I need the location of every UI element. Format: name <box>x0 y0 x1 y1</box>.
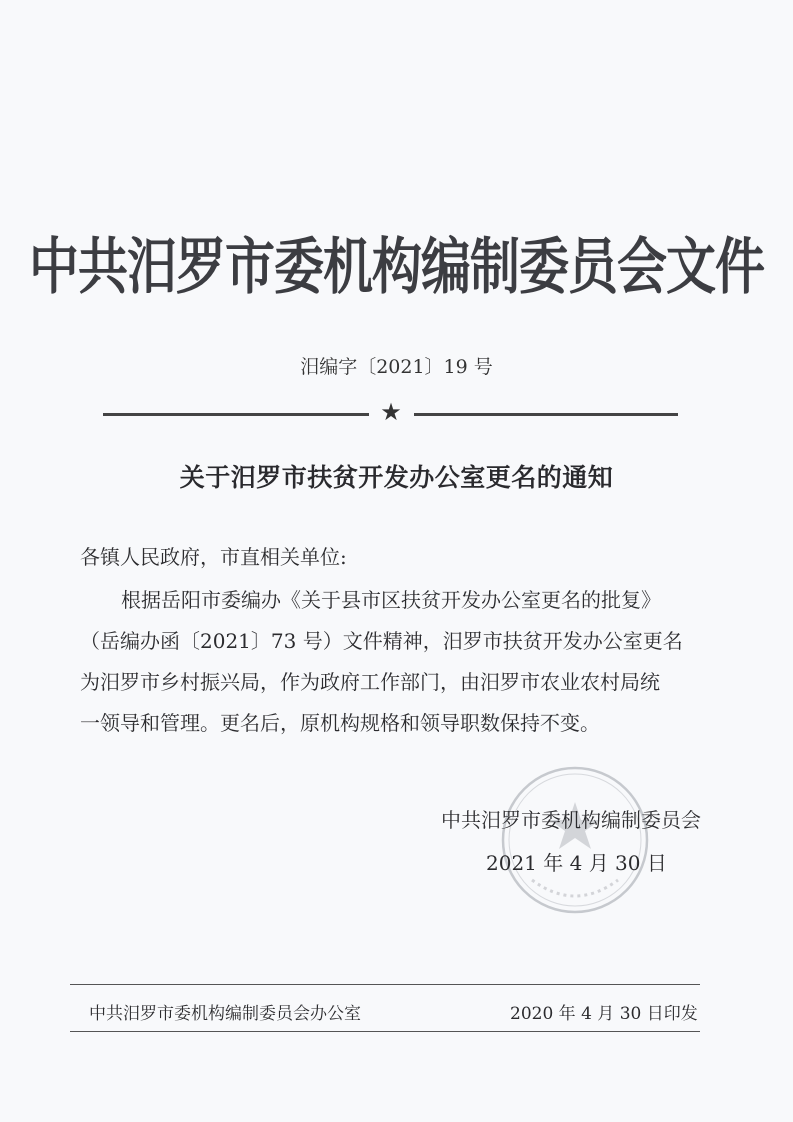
separator-line-left <box>103 413 369 416</box>
footer-issuing-office: 中共汨罗市委机构编制委员会办公室 <box>89 1004 361 1024</box>
footer-print-date: 2020 年 4 月 30 日印发 <box>510 1004 698 1024</box>
official-seal-stamp <box>492 762 658 918</box>
separator-line-right <box>414 413 678 416</box>
salutation: 各镇人民政府，市直相关单位: <box>80 545 347 569</box>
signature-issuer: 中共汨罗市委机构编制委员会 <box>441 808 701 832</box>
footer-rule-bottom <box>70 1031 700 1032</box>
body-line: 为汨罗市乡村振兴局，作为政府工作部门，由汨罗市农业农村局统 <box>80 670 660 694</box>
body-line: 根据岳阳市委编办《关于县市区扶贫开发办公室更名的批复》 <box>121 588 661 612</box>
header-separator <box>103 398 678 427</box>
document-header-title: 中共汨罗市委机构编制委员会文件 <box>29 231 764 303</box>
body-line: （岳编办函〔2021〕73 号）文件精神，汨罗市扶贫开发办公室更名 <box>80 629 683 653</box>
signature-date: 2021 年 4 月 30 日 <box>486 851 667 875</box>
body-line: 一领导和管理。更名后，原机构规格和领导职数保持不变。 <box>80 711 600 735</box>
document-number: 汨编字〔2021〕19 号 <box>300 356 493 378</box>
star-icon: ★ <box>380 398 402 426</box>
footer-rule-top <box>70 984 700 985</box>
notice-title: 关于汨罗市扶贫开发办公室更名的通知 <box>179 463 614 492</box>
